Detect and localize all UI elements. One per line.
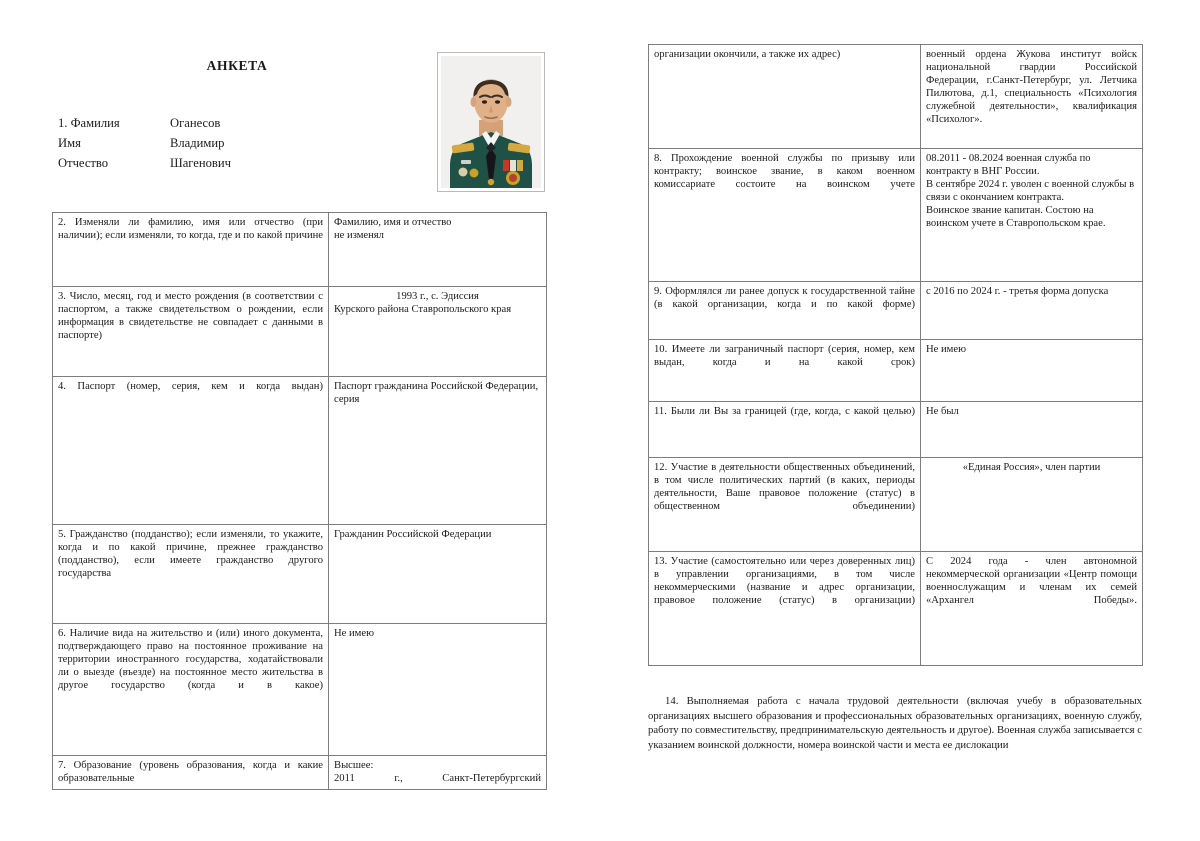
answer-line: Курского района Ставропольского края <box>334 304 512 316</box>
answer-cell-7 <box>329 756 547 790</box>
table-row <box>53 213 547 287</box>
question-cell-7: 7. Образование (уровень образования, когда и какие образовательные <box>53 756 329 790</box>
question-cell-7-cont <box>649 45 921 149</box>
table-row <box>53 525 547 624</box>
table-row <box>649 552 1143 666</box>
answer-cell-11: Не был <box>921 402 1143 458</box>
table-row <box>53 287 547 377</box>
question-cell-11: 11. Были ли Вы за границей (где, когда, с какой целью) <box>649 402 921 458</box>
personal-value-surname: Оганесов <box>170 116 221 130</box>
personal-value-patronymic: Шагенович <box>170 156 231 170</box>
answer-cell-7-cont: военный ордена Жукова институт войск национальной гвардии Российской Федерации, г.Санкт-Петербург, ул. Летчика Пилютова, д.1, специальность «Психология служебной деятельности», квалификация «Психолог». <box>921 45 1143 149</box>
personal-label-text-surname: Фамилия <box>70 116 120 130</box>
answer-cell-13: С 2024 года - член автономной некоммерческой организации «Центр помощи военнослужащим и членам их семей «Архангел Победы». <box>921 552 1143 666</box>
personal-number-1: 1. <box>58 116 68 130</box>
questionnaire-table-right <box>648 44 1143 666</box>
table-row <box>53 377 547 525</box>
portrait-illustration <box>441 56 541 188</box>
table-row <box>649 149 1143 282</box>
question-text: организации окончили, а также их адрес) <box>654 49 841 60</box>
answer-cell-10: Не имею <box>921 340 1143 402</box>
answer-line: не изменял <box>334 230 384 242</box>
question-cell-8: 8. Прохождение военной службы по призыву или контракту; воинское звание, в каком военном комиссариате состоите на воинском учете <box>649 149 921 282</box>
table-row <box>649 45 1143 149</box>
question-cell-9: 9. Оформлялся ли ранее допуск к государственной тайне (в какой организации, когда и по какой форме) <box>649 282 921 340</box>
answer-cell-8 <box>921 149 1143 282</box>
personal-label-text-firstname: Имя <box>58 136 81 150</box>
answer-cell-9: с 2016 по 2024 г. - третья форма допуска <box>921 282 1143 340</box>
answer-cell-6: Не имею <box>329 624 547 756</box>
question-cell-2: 2. Изменяли ли фамилию, имя или отчество (при наличии); если изменяли, то когда, где и по какой причине <box>53 213 329 287</box>
question-cell-5: 5. Гражданство (подданство); если изменяли, то укажите, когда и по какой причине, прежнее гражданство (подданство), если имеете гражданство другого государства <box>53 525 329 624</box>
answer-line: Воинское звание капитан. Состою на воинском учете в Ставропольском крае. <box>926 205 1106 230</box>
question-cell-10: 10. Имеете ли заграничный паспорт (серия, номер, кем выдан, когда и на какой срок) <box>649 340 921 402</box>
answer-line: Высшее: <box>334 760 374 771</box>
answer-cell-4: Паспорт гражданина Российской Федерации, серия <box>329 377 547 525</box>
personal-label-patronymic <box>58 153 170 173</box>
personal-row-surname <box>58 113 418 133</box>
answer-line: 08.2011 - 08.2024 военная служба по контракту в ВНГ России. <box>926 153 1091 178</box>
personal-row-patronymic <box>58 153 418 173</box>
table-row <box>53 624 547 756</box>
questionnaire-table-left <box>52 212 547 790</box>
applicant-photo <box>441 56 541 188</box>
table-row <box>53 756 547 790</box>
personal-label-text-patronymic: Отчество <box>58 156 109 170</box>
answer-cell-3 <box>329 287 547 377</box>
answer-line: В сентябре 2024 г. уволен с военной службы в связи с окончанием контракта. <box>926 179 1135 204</box>
table-row <box>649 458 1143 552</box>
table-row <box>649 282 1143 340</box>
answer-line: 2011 г., Санкт-Петербургский <box>334 773 541 785</box>
personal-value-firstname: Владимир <box>170 136 225 150</box>
question-cell-3: 3. Число, месяц, год и место рождения (в соответствии с паспортом, а также свидетельством о рождении, если информация в свидетельстве не совпадает с данными в паспорте) <box>53 287 329 377</box>
question-cell-12: 12. Участие в деятельности общественных объединений, в том числе политических партий (в каких, периоды деятельности, Ваше правовое положение (статус) в общественном объединении) <box>649 458 921 552</box>
answer-cell-12 <box>921 458 1143 552</box>
answer-line: 1993 г., с. Эдиссия <box>396 291 479 302</box>
answer-line: Фамилию, имя и отчество <box>334 217 452 228</box>
answer-cell-2 <box>329 213 547 287</box>
page-title: АНКЕТА <box>206 58 268 73</box>
table-row <box>649 340 1143 402</box>
question-cell-13: 13. Участие (самостоятельно или через доверенных лиц) в управлении организациями, в том числе некоммерческими (название и адрес организации, правовое положение (статус) в организации) <box>649 552 921 666</box>
question-cell-6: 6. Наличие вида на жительство и (или) иного документа, подтверждающего право на постоянное проживание на территории иностранного государства, ходатайствовали ли о выезде (въезде) на постоянное место жительства в другое государство (когда и в какое) <box>53 624 329 756</box>
table-row <box>649 402 1143 458</box>
personal-label-surname <box>58 113 170 133</box>
question-cell-4: 4. Паспорт (номер, серия, кем и когда выдан) <box>53 377 329 525</box>
personal-row-firstname <box>58 133 418 153</box>
answer-cell-5: Гражданин Российской Федерации <box>329 525 547 624</box>
personal-label-firstname <box>58 133 170 153</box>
personal-name-block <box>58 113 418 173</box>
applicant-photo-frame <box>437 52 545 192</box>
paragraph-14: 14. Выполняемая работа с начала трудовой деятельности (включая учебу в образовательных организациях высшего образования и профессиональных образовательных организациях, военную службу, работу по совместительству, предпринимательскую деятельность и другое). Военная служба записывается с указанием воинской должности, номера воинской части и места ее дислокации <box>648 695 1142 751</box>
answer-line: «Единая Россия», член партии <box>962 462 1101 473</box>
right-sheet <box>600 0 1200 841</box>
